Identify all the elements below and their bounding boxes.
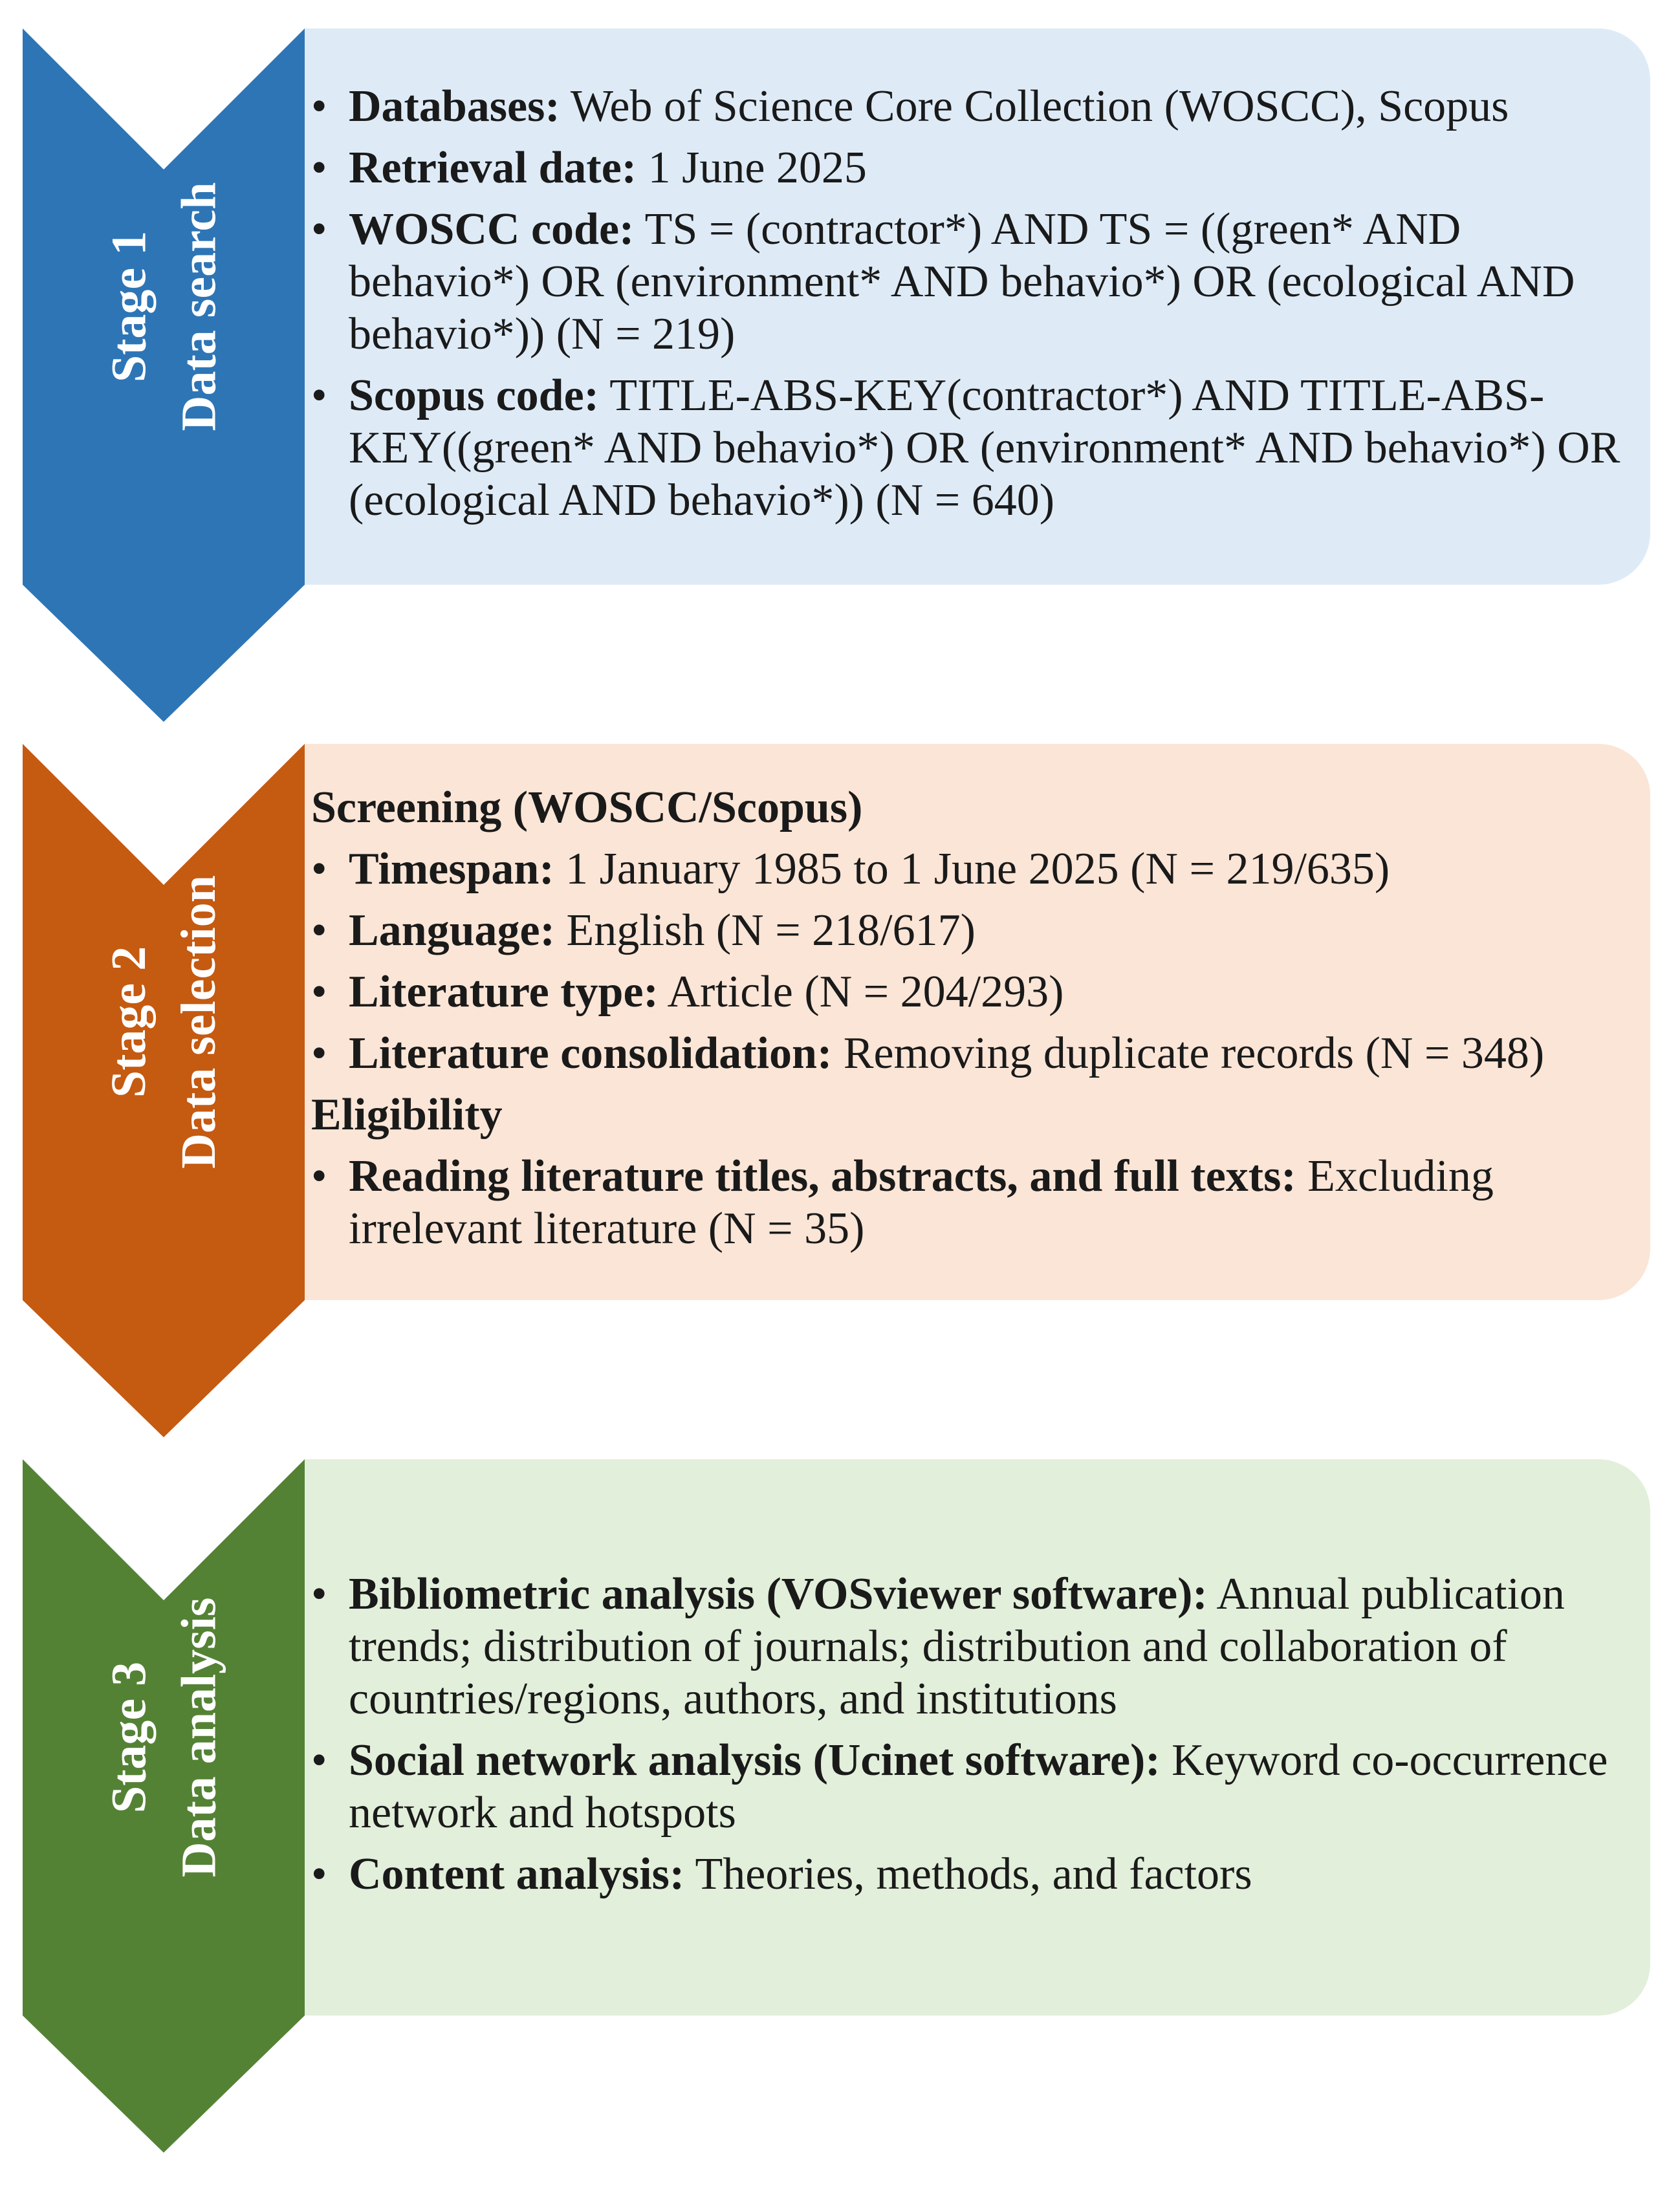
stage-3-panel xyxy=(305,1459,1650,2016)
stage-2-content xyxy=(311,781,1637,1264)
item-key: Scopus code: xyxy=(349,371,599,420)
item-text: Keyword co-occurrence network and hotspots xyxy=(349,1735,1608,1838)
stage-2 xyxy=(0,744,1680,1437)
item-text: 1 June 2025 xyxy=(648,143,867,193)
item-text: TS = (contractor*) AND TS = ((green* AND behavio*) OR (environment* AND behavio*) OR (ecological AND behavio*)) (N = 219) xyxy=(349,204,1575,359)
stage-1 xyxy=(0,28,1680,722)
bullet-icon: • xyxy=(311,1151,327,1201)
section-heading-eligibility: Eligibility xyxy=(311,1090,503,1140)
item-key: Retrieval date: xyxy=(349,143,637,193)
item-text: Theories, methods, and factors xyxy=(695,1849,1252,1899)
stage-3-name: Data analysis xyxy=(171,1597,226,1878)
section-heading-screening: Screening (WOSCC/Scopus) xyxy=(311,783,863,832)
list-item xyxy=(311,80,1637,133)
list-item xyxy=(311,1734,1637,1839)
stage-1-label xyxy=(23,28,305,585)
list-item xyxy=(311,843,1637,895)
list-item xyxy=(311,904,1637,957)
bullet-icon: • xyxy=(311,906,327,955)
stage-1-panel xyxy=(305,28,1650,585)
bullet-icon: • xyxy=(311,82,327,131)
list-item xyxy=(311,369,1637,527)
item-key: Language: xyxy=(349,906,555,955)
list-item xyxy=(311,203,1637,360)
list-item xyxy=(311,1848,1637,1900)
bullet-icon: • xyxy=(311,143,327,193)
item-key: Social network analysis (Ucinet software): xyxy=(349,1735,1161,1785)
stage-3-label xyxy=(23,1459,305,2016)
item-key: WOSCC code: xyxy=(349,204,635,254)
stage-3-list xyxy=(311,1568,1637,1900)
list-item xyxy=(311,1150,1637,1255)
item-text: English (N = 218/617) xyxy=(566,906,976,955)
stage-3-number: Stage 3 xyxy=(102,1661,156,1814)
item-text: 1 January 1985 to 1 June 2025 (N = 219/635) xyxy=(565,844,1390,894)
stage-2-panel xyxy=(305,744,1650,1300)
stage-1-list xyxy=(311,80,1637,527)
item-key: Literature type: xyxy=(349,967,659,1017)
item-text: TITLE-ABS-KEY(contractor*) AND TITLE-ABS-KEY((green* AND behavio*) OR (environment* AND behavio*) OR (ecological AND behavio*)) (N = 640) xyxy=(349,371,1620,525)
item-text: Removing duplicate records (N = 348) xyxy=(843,1028,1545,1078)
stage-2-number: Stage 2 xyxy=(102,946,156,1098)
item-text: Article (N = 204/293) xyxy=(667,967,1064,1017)
item-text: Web of Science Core Collection (WOSCC), Scopus xyxy=(570,82,1509,131)
item-text: Annual publication trends; distribution of journals; distribution and collaboration of countries/regions, authors, and institutions xyxy=(349,1569,1565,1724)
list-item xyxy=(311,1027,1637,1080)
stage-1-content xyxy=(311,80,1637,536)
bullet-icon: • xyxy=(311,204,327,254)
list-item xyxy=(311,966,1637,1018)
stage-2-screening-list xyxy=(311,843,1637,1080)
item-key: Bibliometric analysis (VOSviewer software): xyxy=(349,1569,1208,1619)
item-key: Literature consolidation: xyxy=(349,1028,833,1078)
stage-1-number: Stage 1 xyxy=(102,230,156,383)
list-item xyxy=(311,142,1637,194)
stage-1-name: Data search xyxy=(171,182,226,431)
item-text: Excluding irrelevant literature (N = 35) xyxy=(349,1151,1494,1254)
bullet-icon: • xyxy=(311,1028,327,1078)
bullet-icon: • xyxy=(311,844,327,894)
item-key: Databases: xyxy=(349,82,560,131)
bullet-icon: • xyxy=(311,1849,327,1899)
item-key: Reading literature titles, abstracts, and full texts: xyxy=(349,1151,1296,1201)
stage-3-content xyxy=(311,1568,1637,1909)
bullet-icon: • xyxy=(311,1569,327,1619)
bullet-icon: • xyxy=(311,371,327,420)
item-key: Content analysis: xyxy=(349,1849,685,1899)
list-item xyxy=(311,1568,1637,1725)
stage-2-name: Data selection xyxy=(171,875,226,1169)
item-key: Timespan: xyxy=(349,844,554,894)
stage-2-eligibility-list xyxy=(311,1150,1637,1255)
bullet-icon: • xyxy=(311,1735,327,1785)
bullet-icon: • xyxy=(311,967,327,1017)
stage-2-label xyxy=(23,744,305,1300)
stage-3 xyxy=(0,1459,1680,2153)
